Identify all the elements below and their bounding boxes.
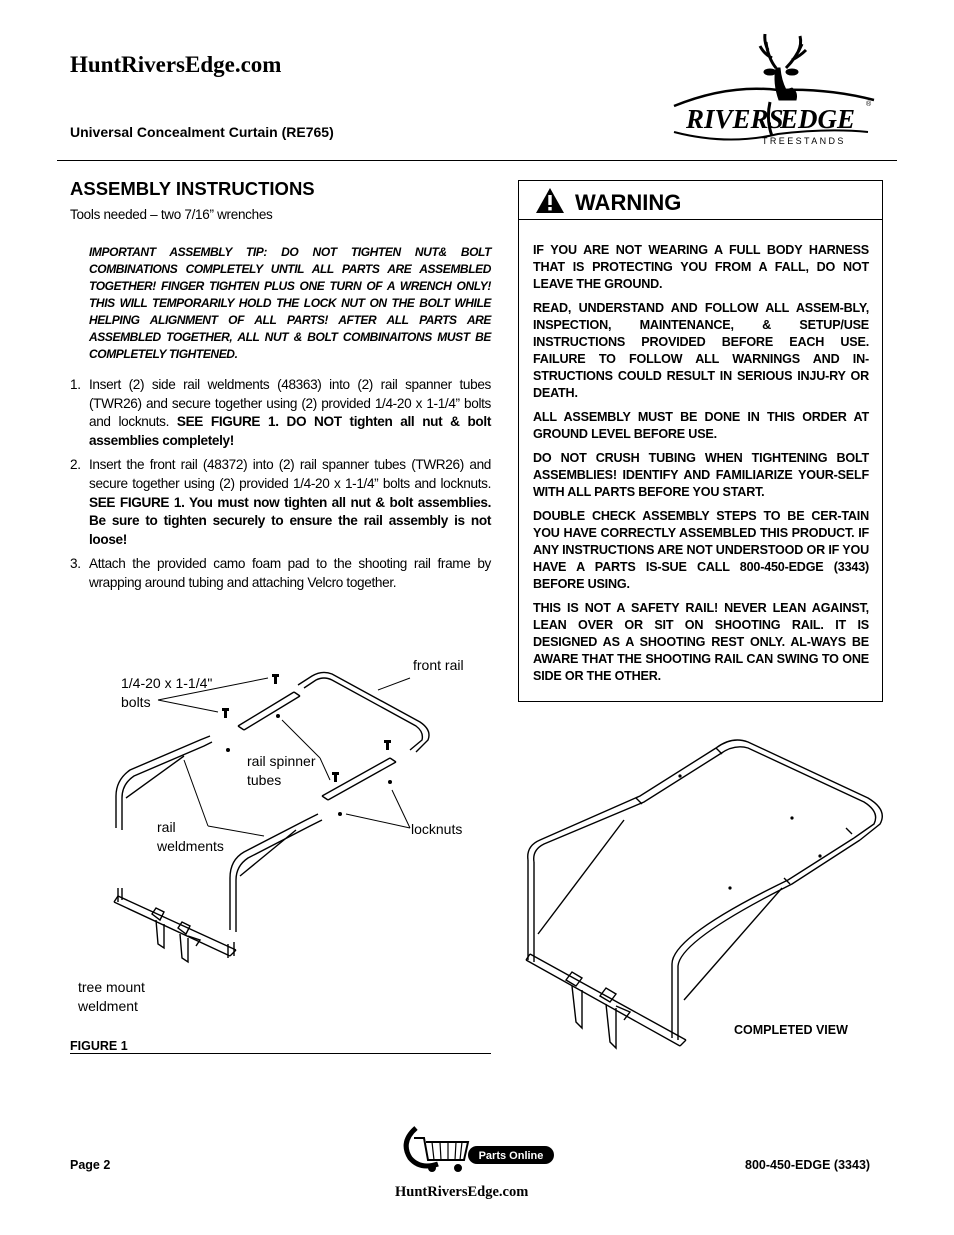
assembly-instructions-heading: ASSEMBLY INSTRUCTIONS xyxy=(70,178,315,199)
step-text: Attach the provided camo foam pad to the shooting rail frame by wrapping around tubing and attaching Velcro together. xyxy=(89,556,491,590)
warning-paragraph: THIS IS NOT A SAFETY RAIL! NEVER LEAN AGAINST, LEAN OVER OR SIT ON SHOOTING RAIL. IT IS DESIGNED AS A SHOOTING REST ONLY. AL-WAYS BE AWARE THAT THE SHOOTING RAIL CAN SWING TO ONE SIDE OR THE OTHER. xyxy=(533,601,869,683)
step-text: Insert (2) side rail weldments (48363) into (2) rail spanner tubes (TWR26) and secure together using (2) provided 1/4-20 x 1-1/4” bolts and locknuts. xyxy=(89,377,491,430)
warning-paragraph: READ, UNDERSTAND AND FOLLOW ALL ASSEM-BLY, INSPECTION, MAINTENANCE, & SETUP/USE INSTRUCTIONS PROVIDED BEFORE EACH USE. FAILURE TO FOLLOW ALL WARNINGS AND IN-STRUCTIONS COULD RESULT IN SERIOUS INJU-RY OR DEATH. xyxy=(533,301,869,400)
footer-site: HuntRiversEdge.com xyxy=(395,1184,529,1200)
label-front-rail: front rail xyxy=(413,657,464,673)
label-rail-weldments: rail weldments xyxy=(157,819,224,854)
tools-needed: Tools needed – two 7/16” wrenches xyxy=(70,207,273,222)
step-bold-text: SEE FIGURE 1. DO NOT tighten all nut & bolt assemblies completely! xyxy=(89,414,491,448)
label-locknuts: locknuts xyxy=(411,821,463,837)
step-3 xyxy=(70,555,491,592)
step-1 xyxy=(70,376,491,450)
label-tree-mount-weldment: tree mount weldment xyxy=(78,979,145,1014)
warning-header xyxy=(518,180,883,220)
warning-paragraph: IF YOU ARE NOT WEARING A FULL BODY HARNESS THAT IS PROTECTING YOU FROM A FALL, DO NOT LEAVE THE GROUND. xyxy=(533,243,869,291)
warning-triangle-icon xyxy=(535,187,565,214)
label-rail-spanner-tubes: rail spinner tubes xyxy=(247,753,316,788)
step-number: 3. xyxy=(70,556,81,572)
svg-text:EDGE: EDGE xyxy=(780,104,856,134)
product-title: Universal Concealment Curtain (RE765) xyxy=(70,124,334,140)
step-text: Insert the front rail (48372) into (2) rail spanner tubes (TWR26) and secure together using (2) provided 1/4-20 x 1-1/4” bolts and locknuts. xyxy=(89,457,491,491)
completed-view-diagram xyxy=(520,728,900,1058)
warning-title: WARNING xyxy=(575,190,682,215)
warning-body xyxy=(533,242,869,692)
riversedge-logo xyxy=(668,28,880,150)
svg-text:TREESTANDS: TREESTANDS xyxy=(762,136,846,146)
completed-view-caption: COMPLETED VIEW xyxy=(734,1023,848,1037)
step-bold-text: SEE FIGURE 1. You must now tighten all nut & bolt assemblies. Be sure to tighten securely to ensure the rail assembly is not loose! xyxy=(89,494,491,547)
svg-text:RIVERS: RIVERS xyxy=(686,104,784,134)
step-2 xyxy=(70,456,491,549)
figure-1-rule xyxy=(70,1053,491,1054)
step-number: 2. xyxy=(70,457,81,473)
assembly-steps xyxy=(70,376,491,599)
page-number: Page 2 xyxy=(70,1158,111,1172)
site-title: HuntRiversEdge.com xyxy=(70,52,282,77)
warning-paragraph: ALL ASSEMBLY MUST BE DONE IN THIS ORDER AT GROUND LEVEL BEFORE USE. xyxy=(533,410,869,441)
warning-paragraph: DOUBLE CHECK ASSEMBLY STEPS TO BE CER-TAIN YOU HAVE CORRECTLY ASSEMBLED THIS PRODUCT. IF ANY INSTRUCTIONS ARE NOT UNDERSTOOD OR IF YOU HAVE A PARTS IS-SUE CALL 800-450-EDGE (3343) BEFORE USING. xyxy=(533,509,869,591)
label-bolts: 1/4-20 x 1-1/4" bolts xyxy=(121,675,213,710)
parts-online-badge xyxy=(398,1124,558,1178)
figure-1-caption: FIGURE 1 xyxy=(70,1039,128,1053)
svg-text:®: ® xyxy=(866,101,872,108)
header-divider xyxy=(57,160,897,161)
step-number: 1. xyxy=(70,377,81,392)
assembly-tip: IMPORTANT ASSEMBLY TIP: DO NOT TIGHTEN NUT& BOLT COMBINATIONS COMPLETELY UNTIL ALL PARTS ARE ASSEMBLED TOGETHER! FINGER TIGHTEN PLUS ONE TURN OF A WRENCH ONLY! THIS WILL TEMPORARILY HOLD THE LOCK NUT ON THE BOLT WHILE HELPING ALIGNMENT OF ALL PARTS! AFTER ALL PARTS ARE ASSEMBLED TOGETHER, ALL NUT & BOLT COMBINAITONS MUST BE COMPLETELY TIGHTENED. xyxy=(89,245,491,361)
warning-paragraph: DO NOT CRUSH TUBING WHEN TIGHTENING BOLT ASSEMBLIES! IDENTIFY AND FAMILIARIZE YOUR-SELF WITH ALL PARTS BEFORE YOU START. xyxy=(533,451,869,499)
parts-online-text: Parts Online xyxy=(478,1150,544,1162)
phone-number: 800-450-EDGE (3343) xyxy=(745,1158,871,1172)
